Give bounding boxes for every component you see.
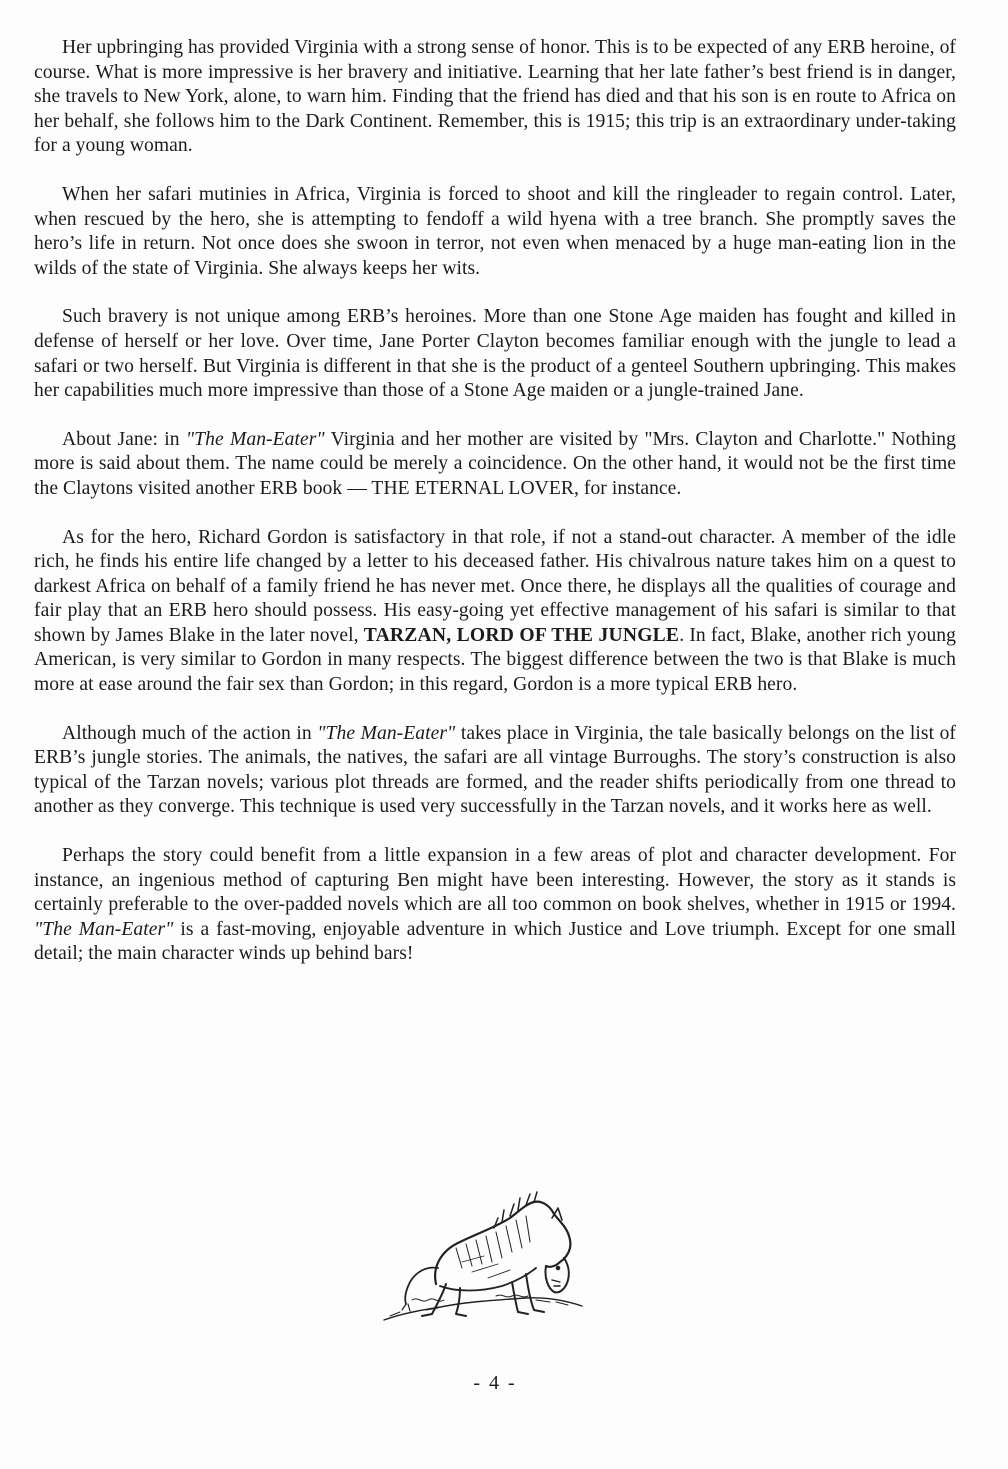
paragraph-text: Her upbringing has provided Virginia with a strong sense of honor. This is to be expected of any ERB heroine, of course. What is more impressive is her bravery and initiative. Learning that her late father’s best friend is in danger, she travels to New York, alone, to warn him. Finding that the friend has died and that his son is en route to Africa on her behalf, she follows him to the Dark Continent. Remember, this is 1915; this trip is an extraordinary under-taking for a young woman. bbox=[34, 37, 956, 157]
paragraph bbox=[34, 844, 956, 967]
paragraph-text: When her safari mutinies in Africa, Virginia is forced to shoot and kill the ringleader to regain control. Later, when rescued by the hero, she is attempting to fendoff a wild hyena with a tree branch. She promptly saves the hero’s life in return. Not once does she swoon in terror, not even when menaced by a huge man-eating lion in the wilds of the state of Virginia. She always keeps her wits. bbox=[34, 183, 956, 279]
book-title-italic: "The Man-Eater" bbox=[185, 428, 325, 450]
paragraph bbox=[34, 428, 956, 502]
paragraph-text: is a fast-moving, enjoyable adventure in which Justice and Love triumph. Except for one small detail; the main character winds up behind bars! bbox=[34, 918, 956, 965]
article-body bbox=[34, 36, 956, 991]
book-title-italic: "The Man-Eater" bbox=[317, 722, 456, 744]
book-title-caps: TARZAN, LORD OF THE JUNGLE bbox=[363, 624, 680, 646]
paragraph-text: Virginia and her mother are visited by "Mrs. Clayton and Charlotte." Nothing more is said about them. The name could be merely a coincidence. On the other hand, it would not be the first time the Claytons visited another ERB book — THE ETERNAL LOVER, for instance. bbox=[34, 428, 957, 499]
paragraph-text: Although much of the action in bbox=[62, 722, 318, 744]
paragraph-text: Perhaps the story could benefit from a little expansion in a few areas of plot and character development. For instance, an ingenious method of capturing Ben might have been interesting. However, the story as it stands is certainly preferable to the over-padded novels which are all too common on book shelves, whether in 1915 or 1994. bbox=[34, 845, 956, 916]
paragraph bbox=[34, 526, 956, 698]
paragraph-text: As for the hero, Richard Gordon is satisfactory in that role, if not a stand-out character. A member of the idle rich, he finds his entire life changed by a letter to his deceased father. His chivalrous nature takes him on a quest to darkest Africa on behalf of a family friend he has never met. Once there, he displays all the qualities of courage and fair play that an ERB hero should possess. His easy-going yet effective management of his safari is similar to that shown by James Blake in the later novel, bbox=[34, 526, 956, 646]
paragraph-text: About Jane: in bbox=[62, 428, 186, 450]
hyena-sketch-icon bbox=[376, 1188, 592, 1328]
book-title-italic: "The Man-Eater" bbox=[34, 918, 174, 940]
paragraph-text: takes place in Virginia, the tale basically belongs on the list of ERB’s jungle stories. The animals, the natives, the safari are all vintage Burroughs. The story’s construction is also typical of the Tarzan novels; various plot threads are formed, and the reader shifts periodically from one thread to another as they converge. This technique is used very successfully in the Tarzan novels, and it works here as well. bbox=[34, 722, 956, 818]
paragraph bbox=[34, 36, 956, 159]
paragraph-text: Such bravery is not unique among ERB’s heroines. More than one Stone Age maiden has fought and killed in defense of herself or her love. Over time, Jane Porter Clayton becomes familiar enough with the jungle to lead a safari or two herself. But Virginia is different in that she is the product of a genteel Southern upbringing. This makes her capabilities much more impressive than those of a Stone Age maiden or a jungle-trained Jane. bbox=[34, 306, 956, 402]
paragraph bbox=[34, 305, 956, 403]
paragraph bbox=[34, 722, 956, 820]
paragraph bbox=[34, 183, 956, 281]
paragraph-text: . In fact, Blake, another rich young American, is very similar to Gordon in many respects. The biggest difference between the two is that Blake is much more at ease around the fair sex than Gordon; in this regard, Gordon is a more typical ERB hero. bbox=[34, 624, 956, 696]
page-number: - 4 - bbox=[473, 1372, 517, 1394]
